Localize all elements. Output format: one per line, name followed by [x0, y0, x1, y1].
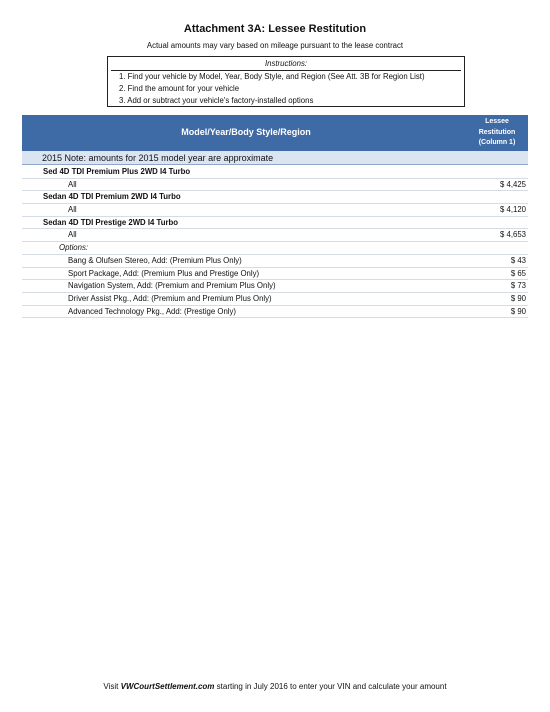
model-year-note: 2015 Note: amounts for 2015 model year are approximate [22, 151, 528, 165]
table-row [22, 166, 528, 179]
row-label: All [68, 179, 77, 189]
row-label: Advanced Technology Pkg., Add: (Prestige Only) [68, 306, 237, 316]
table-row [22, 255, 528, 268]
table-row [22, 306, 528, 319]
table-row [22, 191, 528, 204]
page-subtitle: Actual amounts may vary based on mileage pursuant to the lease contract [146, 41, 404, 50]
footer-suffix: starting in July 2016 to enter your VIN and calculate your amount [214, 682, 447, 691]
row-value: $ 73 [510, 281, 526, 291]
table-row [22, 217, 528, 230]
column-header-restitution [469, 117, 525, 149]
row-value: $ 65 [510, 268, 526, 278]
table-row [22, 179, 528, 192]
row-value: $ 4,425 [499, 179, 526, 189]
column-header-line: Restitution [478, 128, 516, 136]
table-row [22, 293, 528, 306]
row-label: All [68, 205, 77, 215]
table-row [22, 280, 528, 293]
row-label: Driver Assist Pkg., Add: (Premium and Premium Plus Only) [68, 293, 272, 303]
row-value: $ 43 [510, 255, 526, 265]
row-value: $ 4,120 [499, 205, 526, 215]
row-label: Sport Package, Add: (Premium Plus and Prestige Only) [68, 268, 260, 278]
row-value: $ 90 [510, 293, 526, 303]
row-label: Sedan 4D TDI Premium 2WD I4 Turbo [43, 192, 181, 202]
table-row [22, 242, 528, 255]
table-row [22, 229, 528, 242]
page-title: Attachment 3A: Lessee Restitution [183, 23, 367, 35]
row-label: Sedan 4D TDI Prestige 2WD I4 Turbo [43, 217, 179, 227]
column-header-line: Lessee [485, 118, 509, 125]
row-label: Sed 4D TDI Premium Plus 2WD I4 Turbo [43, 167, 191, 176]
row-label: Bang & Olufsen Stereo, Add: (Premium Plus Only) [68, 255, 242, 265]
instructions-box [107, 56, 465, 107]
table-row [22, 204, 528, 217]
table-header [22, 115, 528, 151]
row-label: Options: [59, 243, 89, 253]
footer-prefix: Visit [103, 682, 121, 691]
instruction-item: 3. Add or subtract your vehicle's factory-installed options [119, 96, 314, 105]
row-label: Navigation System, Add: (Premium and Premium Plus Only) [68, 281, 276, 291]
row-label: All [68, 230, 77, 240]
row-value: $ 90 [510, 306, 526, 316]
instruction-item: 1. Find your vehicle by Model, Year, Body Style, and Region (See Att. 3B for Region List) [119, 72, 425, 81]
row-value: $ 4,653 [499, 230, 526, 240]
instruction-item: 2. Find the amount for your vehicle [119, 84, 240, 93]
instructions-heading: Instructions: [111, 57, 461, 71]
settlement-website-link[interactable]: VWCourtSettlement.com [120, 682, 215, 691]
column-header-model: Model/Year/Body Style/Region [181, 127, 311, 137]
restitution-table [22, 166, 528, 318]
column-header-line: (Column 1) [478, 139, 516, 146]
footer [0, 682, 550, 691]
table-row [22, 268, 528, 281]
